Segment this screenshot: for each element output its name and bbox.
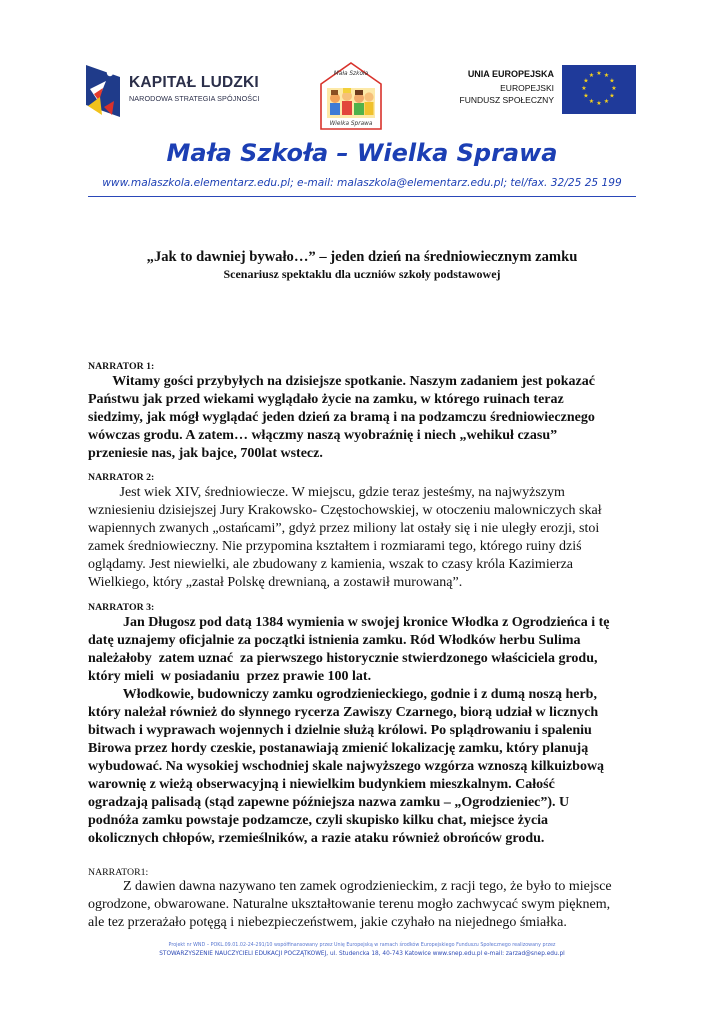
footer-project-info: Projekt nr WND – POKL.09.01.02-24-291/10 współfinansowany przez Unię Europejską w ramach środków Europejskiego Funduszu Społecznego realizowany przez [168,943,556,948]
paragraph-line: Jan Długosz pod datą 1384 wymienia w swojej kronice Włodka z Ogrodzieńca i tę [88,615,610,630]
kapital-ludzki-subtitle: NARODOWA STRATEGIA SPÓJNOŚCI [129,94,260,103]
paragraph-line: Państwu jak przed wiekami wyglądało życie na zamku, w którego ruinach teraz [88,392,564,407]
mala-szkola-logo-bottom-text: Wielka Sprawa [329,121,373,127]
narrator-paragraph [88,484,648,592]
narrator-label: NARRATOR 3: [88,602,155,613]
narrator-paragraph [88,373,648,463]
narrator-paragraph [88,878,648,932]
svg-text:★: ★ [583,92,589,100]
paragraph-line: warownię z wieżą obserwacyjną i niewielkim budynkiem mieszkalnym. Całość [88,777,555,792]
narrator-label: NARRATOR 1: [88,361,155,372]
paragraph-line: ale tez przerażało potęgą i niebezpieczeństwem, jakie czyhało na niejednego śmiałka. [88,915,567,930]
paragraph-line: ogradzają palisadą (stąd zapewne późniejsza nazwa zamku – „Ogrodzieniec”). U [88,795,570,810]
svg-text:★: ★ [596,100,602,107]
unia-europejska-logo [434,65,636,115]
narrator-paragraph [88,614,648,848]
paragraph-line: wówczas grodu. A zatem… włączmy naszą wyobraźnię i niech „wehikuł czasu” [88,428,558,443]
kapital-ludzki-emblem-icon [84,61,124,121]
paragraph-line: wapiennych zwanych „ostańcami”, gdyż przez miliony lat ostały się i nie uległy erozji, stoi [88,521,600,536]
site-title: Mała Szkoła – Wielka Sprawa [166,139,558,167]
paragraph-line: wzniesieniu dzisiejszej Jury Krakowsko- Częstochowskiej, w otoczeniu malowniczych skał [88,503,602,518]
unia-line2: EUROPEJSKI [500,83,554,93]
kapital-ludzki-logo [84,57,274,127]
footer-organization: STOWARZYSZENIE NAUCZYCIELI EDUKACJI POCZĄTKOWEJ, ul. Studencka 18, 40-743 Katowice www.snep.edu.pl e-mail: zarzad@snep.edu.pl [159,951,565,957]
site-contact: www.malaszkola.elementarz.edu.pl; e-mail: malaszkola@elementarz.edu.pl; tel/fax. 32/25 25 199 [102,177,622,189]
svg-text:★: ★ [583,77,589,85]
paragraph-line: oglądamy. Jest niewielki, ale zbudowany z kamienia, wszak to czasy króla Kazimierza [88,557,574,572]
svg-text:★: ★ [611,85,617,92]
svg-text:★: ★ [609,92,615,100]
paragraph-line: Jest wiek XIV, średniowiecze. W miejscu, gdzie teraz jesteśmy, na najwyższym [88,485,565,500]
svg-text:★: ★ [609,77,615,85]
unia-line3: FUNDUSZ SPOŁECZNY [459,95,554,105]
paragraph-line: siedzimy, jak mógł wyglądać jeden dzień za bramą i na podzamczu średniowiecznego [88,410,595,425]
paragraph-line: należałoby zatem uznać za pierwszego historycznie stwierdzonego właściciela grodu, [88,651,598,666]
svg-text:★: ★ [588,98,595,105]
svg-text:★: ★ [603,72,610,79]
paragraph-line: Z dawien dawna nazywano ten zamek ogrodzienieckim, z racji tego, że było to miejsce [88,879,612,894]
svg-text:★: ★ [588,72,595,79]
kapital-ludzki-title: KAPITAŁ LUDZKI [129,74,259,91]
paragraph-line: Witamy gości przybyłych na dzisiejsze spotkanie. Naszym zadaniem jest pokazać [88,374,595,389]
paragraph-line: okolicznych chłopów, rzemieślników, a razie ataku również obrońców grodu. [88,831,545,846]
paragraph-line: ogrodzone, obwarowane. Naturalne ukształtowanie terenu mogło zachwycać swym pięknem, [88,897,611,912]
mala-szkola-logo [319,62,383,130]
svg-text:★: ★ [603,98,610,105]
eu-flag-icon [562,65,636,114]
paragraph-line: Wielkiego, który „zastał Polskę drewnianą, a zostawił murowaną”. [88,575,463,590]
paragraph-line: Włodkowie, budowniczy zamku ogrodzienieckiego, godnie i z dumą noszą herb, [88,687,597,702]
mala-szkola-logo-top-text: Mała Szkoła [333,71,369,77]
paragraph-line: bitwach i wyprawach wojennych i dzielnie służą królowi. Po splądrowaniu i spaleniu [88,723,592,738]
narrator-label: NARRATOR 2: [88,472,155,483]
svg-text:★: ★ [596,70,602,77]
paragraph-line: wybudować. Na wysokiej wschodniej skale najwyższego wzgórza wznoszą kilkuizbową [88,759,605,774]
paragraph-line: Birowa przez hordy czeskie, postanawiają zmienić lokalizację zamku, który planują [88,741,589,756]
narrator-label: NARRATOR1: [88,867,149,878]
svg-text:★: ★ [581,85,587,92]
document-subtitle: Scenariusz spektaklu dla uczniów szkoły podstawowej [223,267,501,281]
paragraph-line: zamek średniowieczny. Nie przypomina kształtem i rozmiarami tego, którego ruiny dziś [88,539,582,554]
paragraph-line: przeniesie nas, jak bajce, 700lat wstecz. [88,446,323,461]
paragraph-line: podnóża zamku powstaje podzamcze, czyli skupisko kilku chat, miejsce życia [88,813,549,828]
unia-line1: UNIA EUROPEJSKA [467,69,554,79]
paragraph-line: który mieli w posiadaniu przez prawie 100 lat. [88,669,372,684]
paragraph-line: datę uznajemy oficjalnie za początki istnienia zamku. Ród Włodków herbu Sulima [88,633,581,648]
header-divider [88,196,636,197]
paragraph-line: który należał również do słynnego rycerza Zawiszy Czarnego, biorą udział w licznych [88,705,599,720]
document-title: „Jak to dawniej bywało…” – jeden dzień na średniowiecznym zamku [146,249,578,265]
